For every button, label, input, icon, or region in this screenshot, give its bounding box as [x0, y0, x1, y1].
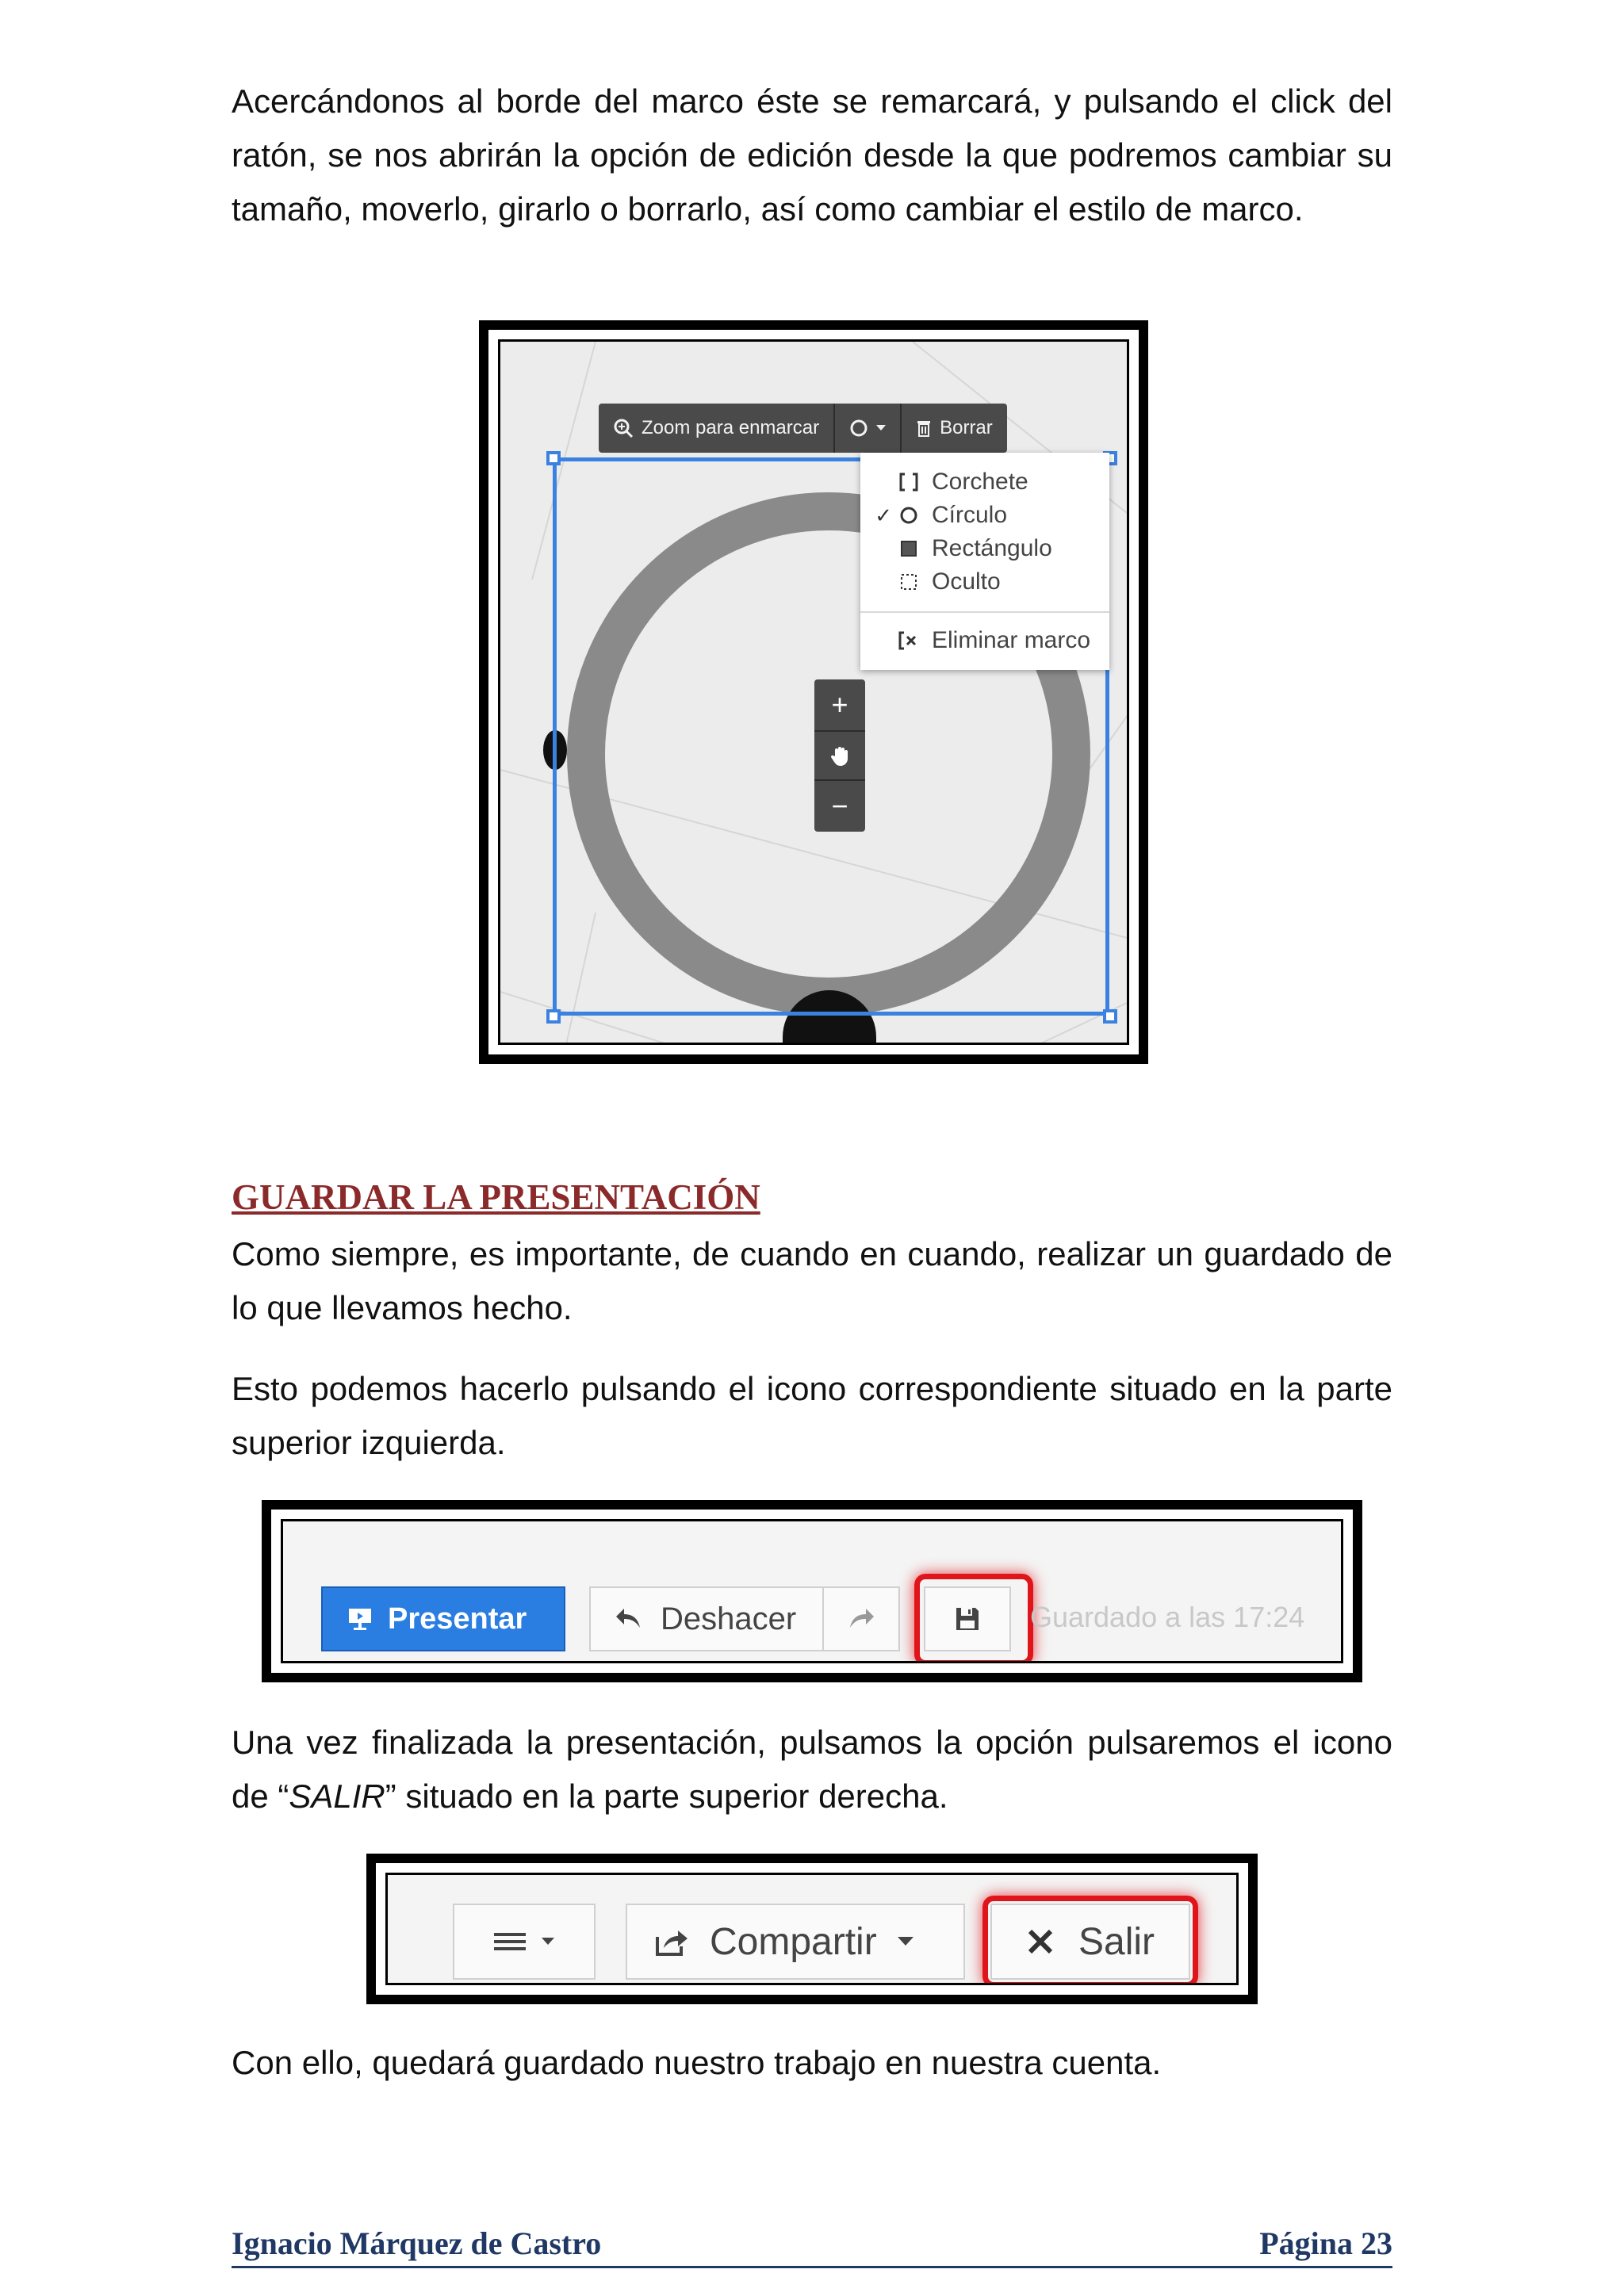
exit-label: Salir	[1078, 1920, 1155, 1963]
footer-author: Ignacio Márquez de Castro	[232, 2225, 602, 2261]
editor-toolbar	[283, 1521, 1341, 1661]
undo-arrow-icon	[613, 1605, 645, 1632]
pan-button[interactable]	[814, 730, 865, 781]
chevron-down-icon	[898, 1937, 914, 1946]
delete-frame-label: Borrar	[940, 417, 993, 438]
share-icon	[654, 1926, 689, 1957]
save-highlight	[914, 1574, 1033, 1663]
frame-edit-screenshot	[479, 320, 1148, 1064]
menu-item-hidden[interactable]	[860, 565, 1109, 599]
menu-item-remove-frame[interactable]	[860, 624, 1109, 657]
chevron-down-icon	[876, 425, 886, 431]
exit-paragraph	[232, 1716, 1392, 1823]
prezi-canvas	[500, 342, 1127, 1043]
save-toolbar-screenshot	[262, 1500, 1362, 1682]
zoom-to-frame-button[interactable]	[599, 404, 835, 453]
share-button[interactable]	[626, 1904, 965, 1980]
zoom-icon	[613, 418, 634, 438]
menu-item-label: Oculto	[932, 568, 1001, 595]
closing-paragraph: Con ello, quedará guardado nuestro trabajo en nuestra cuenta.	[232, 2044, 1162, 2081]
menu-divider	[860, 611, 1109, 613]
zoom-to-frame-label: Zoom para enmarcar	[642, 417, 820, 438]
trash-icon	[916, 419, 932, 438]
bracket-icon	[898, 472, 919, 492]
checkmark-icon: ✓	[875, 503, 892, 527]
undo-label: Deshacer	[661, 1601, 797, 1636]
editor-toolbar-right	[388, 1875, 1236, 1983]
exit-paragraph-text-end: ” situado en la parte superior derecha.	[385, 1777, 948, 1815]
menu-item-circle[interactable]	[860, 499, 1109, 532]
hidden-frame-icon	[898, 572, 919, 592]
zoom-controls	[814, 679, 865, 832]
hand-icon	[828, 744, 852, 767]
chevron-down-icon	[542, 1938, 554, 1946]
present-button[interactable]	[321, 1586, 565, 1651]
menu-item-label: Círculo	[932, 502, 1008, 528]
redo-button[interactable]	[822, 1586, 900, 1651]
menu-item-label: Corchete	[932, 469, 1028, 495]
exit-toolbar-screenshot	[366, 1854, 1258, 2004]
section-paragraph-2: Esto podemos hacerlo pulsando el icono correspondiente situado en la parte superior izquierda.	[232, 1370, 1392, 1461]
menu-item-label: Eliminar marco	[932, 627, 1091, 653]
hamburger-menu-icon	[494, 1931, 526, 1953]
frame-style-menu	[860, 453, 1109, 670]
rectangle-icon	[898, 538, 919, 559]
remove-frame-icon	[898, 630, 920, 651]
intro-paragraph: Acercándonos al borde del marco éste se remarcará, y pulsando el click del ratón, se nos abrirán la opción de edición desde la que podremos cambiar su tamaño, moverlo, girarlo o borrarlo, así como cambiar el estilo de marco.	[232, 82, 1392, 228]
page-footer	[232, 2225, 1392, 2268]
share-label: Compartir	[710, 1920, 877, 1963]
exit-highlight	[982, 1896, 1198, 1985]
zoom-out-button[interactable]: −	[831, 790, 848, 822]
undo-button[interactable]	[589, 1586, 824, 1651]
frame-style-dropdown[interactable]	[835, 404, 902, 453]
present-label: Presentar	[388, 1601, 527, 1636]
exit-paragraph-text: Una vez finalizada la presentación, pulsamos la opción pulsaremos el icono de “	[232, 1724, 1392, 1815]
circle-icon	[898, 505, 919, 526]
menu-item-bracket[interactable]	[860, 465, 1109, 499]
resize-handle-bottom-left[interactable]	[546, 1009, 561, 1024]
zoom-in-button[interactable]: +	[831, 688, 848, 721]
menu-item-label: Rectángulo	[932, 535, 1052, 561]
menu-item-rectangle[interactable]	[860, 532, 1109, 565]
saved-status-text: Guardado a las 17:24	[1030, 1601, 1305, 1633]
delete-frame-button[interactable]	[902, 404, 1007, 453]
footer-page-number: Página 23	[1259, 2225, 1392, 2261]
redo-arrow-icon	[845, 1605, 877, 1632]
exit-emphasis: SALIR	[289, 1777, 385, 1815]
section-paragraph-1: Como siempre, es importante, de cuando en cuando, realizar un guardado de lo que llevamos hecho.	[232, 1235, 1392, 1326]
section-heading: GUARDAR LA PRESENTACIÓN	[232, 1177, 760, 1217]
resize-handle-top-left[interactable]	[546, 451, 561, 465]
circle-style-icon	[849, 419, 868, 438]
menu-button[interactable]	[453, 1904, 596, 1980]
presentation-screen-icon	[347, 1605, 373, 1632]
frame-toolbar	[599, 404, 1007, 453]
resize-handle-bottom-right[interactable]	[1103, 1009, 1117, 1024]
